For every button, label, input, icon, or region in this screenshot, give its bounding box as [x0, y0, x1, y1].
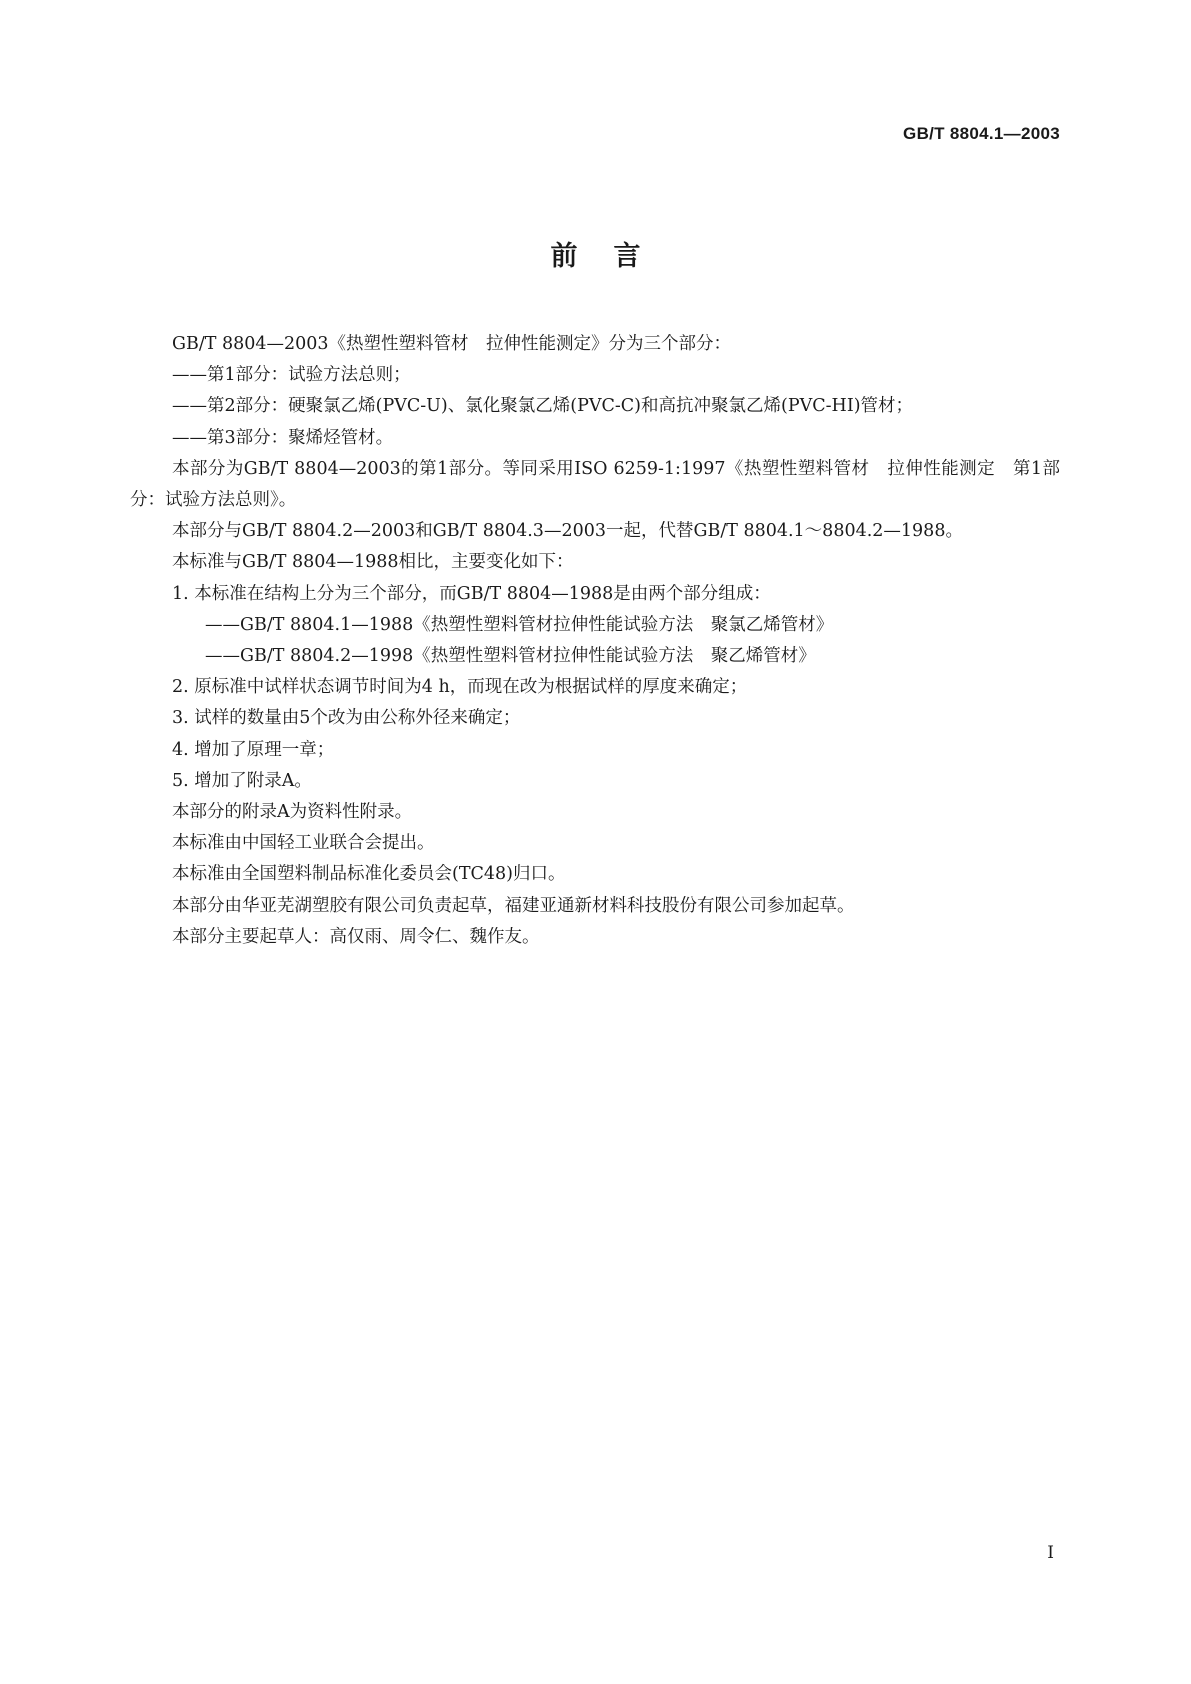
change-item-4: 4. 增加了原理一章；: [172, 739, 335, 760]
paragraph-managed-by: 本标准由全国塑料制品标准化委员会(TC48)归口。: [172, 864, 566, 885]
standard-code: GB/T 8804.1—2003: [903, 124, 1060, 143]
paragraph-proposed-by: 本标准由中国轻工业联合会提出。: [172, 833, 435, 854]
change-item-5: 5. 增加了附录A。: [172, 770, 312, 791]
paragraph-drafted-by: 本部分由华亚芜湖塑胶有限公司负责起草，福建亚通新材料科技股份有限公司参加起草。: [172, 895, 855, 916]
list-item-part-2: ——第2部分：硬聚氯乙烯(PVC-U)、氯化聚氯乙烯(PVC-C)和高抗冲聚氯乙烯(PVC-HI)管材；: [172, 396, 914, 417]
change-subitem-2: ——GB/T 8804.2—1998《热塑性塑料管材拉伸性能试验方法 聚乙烯管材》: [205, 646, 816, 667]
list-item-part-3: ——第3部分：聚烯烃管材。: [172, 427, 394, 448]
change-item-2: 2. 原标准中试样状态调节时间为4 h，而现在改为根据试样的厚度来确定；: [172, 677, 748, 698]
foreword-body: [130, 329, 1060, 953]
list-item-part-1: ——第1部分：试验方法总则；: [172, 365, 411, 386]
paragraph-adoption: 本部分为GB/T 8804—2003的第1部分。等同采用ISO 6259-1:1997《热塑性塑料管材 拉伸性能测定 第1部分：试验方法总则》。: [130, 458, 1060, 511]
paragraph-changes-intro: 本标准与GB/T 8804—1988相比，主要变化如下：: [172, 552, 574, 573]
page-number: I: [1047, 1543, 1054, 1563]
paragraph-annex: 本部分的附录A为资料性附录。: [172, 802, 413, 823]
paragraph-drafters: 本部分主要起草人：高仅雨、周令仁、魏作友。: [172, 926, 540, 947]
paragraph-replaces: 本部分与GB/T 8804.2—2003和GB/T 8804.3—2003一起，代替GB/T 8804.1～8804.2—1988。: [172, 521, 963, 542]
change-item-3: 3. 试样的数量由5个改为由公称外径来确定；: [172, 708, 521, 729]
paragraph-parts-intro: GB/T 8804—2003《热塑性塑料管材 拉伸性能测定》分为三个部分：: [172, 334, 732, 354]
change-subitem-1: ——GB/T 8804.1—1988《热塑性塑料管材拉伸性能试验方法 聚氯乙烯管材》: [205, 614, 834, 635]
page-title: 前言: [550, 241, 677, 272]
change-item-1: 1. 本标准在结构上分为三个部分，而GB/T 8804—1988是由两个部分组成：: [172, 583, 771, 604]
